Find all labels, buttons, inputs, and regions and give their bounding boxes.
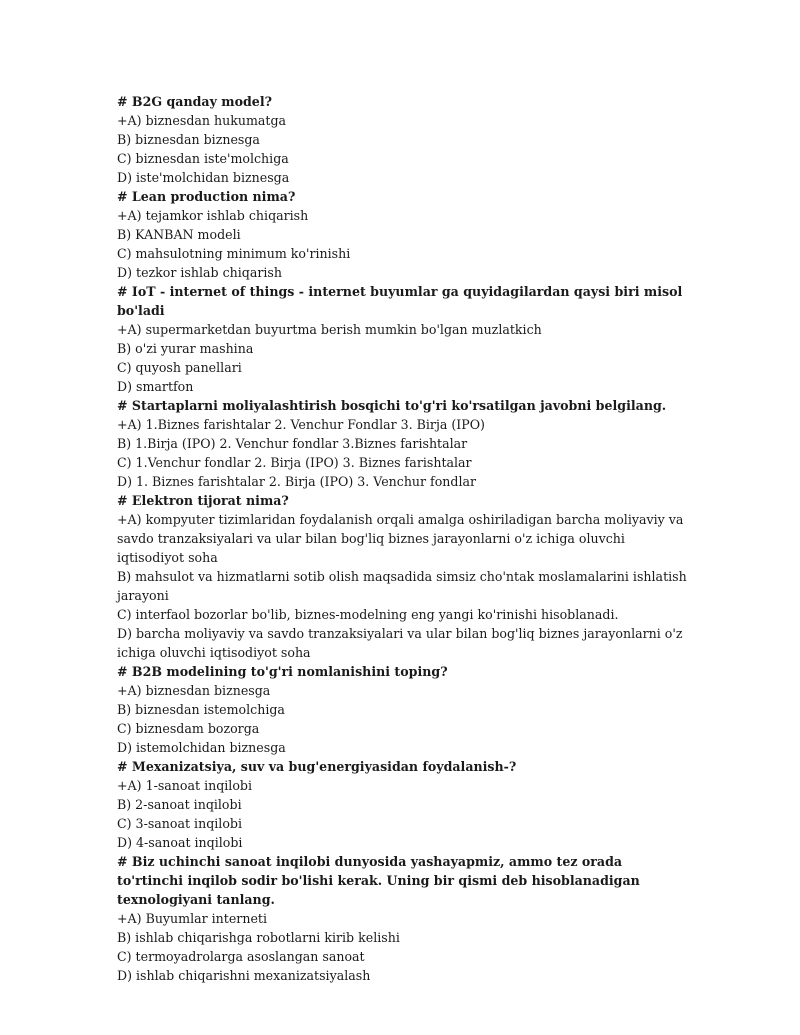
question-block [117, 662, 687, 757]
answer-option: D) iste'molchidan biznesga [117, 170, 290, 185]
answer-option: B) o'zi yurar mashina [117, 341, 254, 356]
answer-option: C) interfaol bozorlar bo'lib, biznes-modelning eng yangi ko'rinishi hisoblanadi. [117, 607, 619, 622]
answer-option: D) smartfon [117, 379, 194, 394]
answer-option: D) tezkor ishlab chiqarish [117, 265, 282, 280]
question-title: # Lean production nima? [117, 189, 296, 204]
question-block [117, 852, 687, 985]
answer-option: B) biznesdan istemolchiga [117, 702, 285, 717]
answer-option: B) 2-sanoat inqilobi [117, 797, 242, 812]
question-title: # B2G qanday model? [117, 94, 272, 109]
answer-option: +A) biznesdan hukumatga [117, 113, 287, 128]
answer-option: D) istemolchidan biznesga [117, 740, 286, 755]
question-block [117, 282, 687, 396]
question-title: # Startaplarni moliyalashtirish bosqichi to'g'ri ko'rsatilgan javobni belgilang. [117, 398, 667, 413]
question-title: # IoT - internet of things - internet buyumlar ga quyidagilardan qaysi biri misol bo'ladi [117, 284, 683, 318]
answer-option: B) 1.Birja (IPO) 2. Venchur fondlar 3.Biznes farishtalar [117, 436, 468, 451]
answer-option: +A) biznesdan biznesga [117, 683, 271, 698]
answer-option: +A) tejamkor ishlab chiqarish [117, 208, 309, 223]
answer-option: C) 3-sanoat inqilobi [117, 816, 242, 831]
answer-option: +A) kompyuter tizimlaridan foydalanish orqali amalga oshiriladigan barcha moliyaviy va savdo tranzaksiyalari va ular bilan bog'liq biznes jarayonlarni o'z ichiga oluvchi iqtisodiyot soha [117, 512, 684, 565]
answer-option: C) mahsulotning minimum ko'rinishi [117, 246, 351, 261]
question-block [117, 757, 687, 852]
answer-option: B) biznesdan biznesga [117, 132, 260, 147]
answer-option: B) ishlab chiqarishga robotlarni kirib kelishi [117, 930, 400, 945]
answer-option: C) quyosh panellari [117, 360, 242, 375]
question-block [117, 491, 687, 662]
answer-option: +A) supermarketdan buyurtma berish mumkin bo'lgan muzlatkich [117, 322, 542, 337]
answer-option: D) barcha moliyaviy va savdo tranzaksiyalari va ular bilan bog'liq biznes jarayonlarni o'z ichiga oluvchi iqtisodiyot soha [117, 626, 683, 660]
question-block [117, 187, 687, 282]
answer-option: +A) 1.Biznes farishtalar 2. Venchur Fondlar 3. Birja (IPO) [117, 417, 485, 432]
question-title: # B2B modelining to'g'ri nomlanishini toping? [117, 664, 448, 679]
answer-option: C) termoyadrolarga asoslangan sanoat [117, 949, 365, 964]
answer-option: D) 4-sanoat inqilobi [117, 835, 243, 850]
answer-option: +A) 1-sanoat inqilobi [117, 778, 252, 793]
document-page [117, 92, 687, 985]
answer-option: D) 1. Biznes farishtalar 2. Birja (IPO) 3. Venchur fondlar [117, 474, 477, 489]
answer-option: C) biznesdam bozorga [117, 721, 260, 736]
question-title: # Mexanizatsiya, suv va bug'energiyasidan foydalanish-? [117, 759, 517, 774]
answer-option: C) 1.Venchur fondlar 2. Birja (IPO) 3. Biznes farishtalar [117, 455, 472, 470]
answer-option: +A) Buyumlar interneti [117, 911, 267, 926]
question-block [117, 396, 687, 491]
answer-option: D) ishlab chiqarishni mexanizatsiyalash [117, 968, 371, 983]
answer-option: C) biznesdan iste'molchiga [117, 151, 289, 166]
question-block [117, 92, 687, 187]
question-title: # Elektron tijorat nima? [117, 493, 289, 508]
question-title: # Biz uchinchi sanoat inqilobi dunyosida yashayapmiz, ammo tez orada to'rtinchi inqilob sodir bo'lishi kerak. Uning bir qismi deb hisoblanadigan texnologiyani tanlang. [117, 854, 640, 907]
answer-option: B) mahsulot va hizmatlarni sotib olish maqsadida simsiz cho'ntak moslamalarini ishlatish jarayoni [117, 569, 687, 603]
answer-option: B) KANBAN modeli [117, 227, 241, 242]
